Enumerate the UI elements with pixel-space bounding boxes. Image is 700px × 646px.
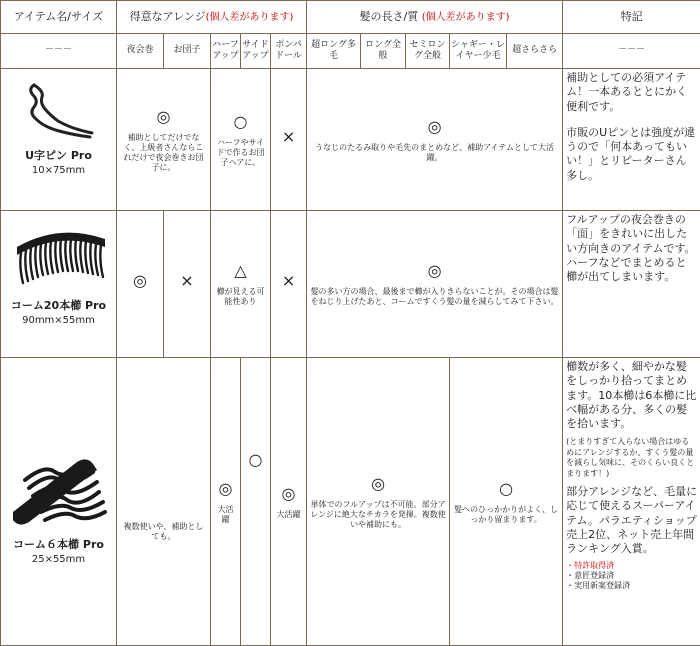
sub-dash-1: －－－ bbox=[1, 34, 117, 69]
sub-dash-2: －－－ bbox=[563, 34, 700, 69]
hair-note: (個人差があります) bbox=[422, 12, 510, 23]
rating-cell bbox=[117, 69, 211, 211]
rating-note: 髪の多い方の場合、最後まで櫛が入りきらないことが。その場合は髪をねじり上げたあと、コームですくう髪の量を減らしてみて下さい。 bbox=[307, 287, 562, 307]
design-note: ・意匠登録済 bbox=[566, 571, 697, 581]
rating-note: うなじのたるみ取りや毛先のまとめなど、補助アイテムとして大活躍。 bbox=[307, 143, 562, 163]
table-row bbox=[1, 358, 700, 646]
rating-symbol: ◎ bbox=[117, 271, 163, 291]
rating-symbol: ◎ bbox=[211, 479, 240, 499]
product-size: 90mm×55mm bbox=[1, 315, 116, 328]
rating-cell bbox=[271, 211, 307, 358]
rating-cell bbox=[450, 358, 563, 646]
features-cell bbox=[563, 211, 700, 358]
features-cell bbox=[563, 358, 700, 646]
sub-pompadour: ポンパドール bbox=[271, 34, 307, 69]
rating-symbol: ◎ bbox=[271, 484, 306, 504]
rating-note: 大活躍 bbox=[211, 505, 240, 525]
subheader-row bbox=[1, 34, 700, 69]
rating-cell bbox=[117, 358, 211, 646]
rating-note: 複数使いや、補助としても。 bbox=[117, 522, 210, 542]
rating-cell bbox=[307, 211, 563, 358]
rating-note: 大活躍 bbox=[271, 510, 306, 520]
sub-semilong: セミロング全般 bbox=[406, 34, 450, 69]
arrange-note: (個人差があります) bbox=[206, 12, 294, 23]
rating-cell bbox=[211, 211, 271, 358]
rating-note: 単体でのフルアップは不可能。部分アレンジに絶大なチカラを発揮。複数使いや補助にも。 bbox=[307, 500, 449, 530]
u-pin-icon bbox=[14, 75, 104, 145]
rating-symbol: ◎ bbox=[307, 261, 562, 281]
sub-supersmooth: 超さらさら bbox=[507, 34, 563, 69]
rating-cell bbox=[164, 211, 211, 358]
rating-symbol: ○ bbox=[241, 450, 270, 470]
rating-symbol: ◎ bbox=[307, 474, 449, 494]
feature-subnote: (とまりすぎて入らない場合はゆるめにアレンジするか、すくう髪の量を減らし気味に、そのくらい良くとまります！) bbox=[566, 437, 697, 479]
header-hair: 髪の長さ/質 (個人差があります) bbox=[307, 1, 563, 34]
sub-yakaimaki: 夜会巻 bbox=[117, 34, 164, 69]
rating-symbol: ○ bbox=[450, 479, 562, 499]
header-item-size: アイテム名/サイズ bbox=[1, 1, 117, 34]
rating-cell bbox=[271, 358, 307, 646]
rating-cell bbox=[211, 69, 271, 211]
product-size: 25×55mm bbox=[1, 554, 116, 567]
feature-text: 市販のUピンとは強度が違うので「何本あってもいい！」とリピーターさん多し。 bbox=[566, 126, 697, 183]
rating-cell bbox=[211, 358, 241, 646]
rating-note: ハーフやサイドで作るお団子ヘアに。 bbox=[211, 138, 270, 168]
sub-odango: お団子 bbox=[164, 34, 211, 69]
rating-note: 髪へのひっかかりがよく、しっかり留まります。 bbox=[450, 505, 562, 525]
header-features: 特記 bbox=[563, 1, 700, 34]
sub-sideup: サイドアップ bbox=[241, 34, 271, 69]
sub-long: ロング全般 bbox=[361, 34, 406, 69]
patent-note: ・特許取得済 bbox=[566, 561, 697, 571]
rating-cell bbox=[307, 358, 450, 646]
table-row bbox=[1, 211, 700, 358]
table-row bbox=[1, 69, 700, 211]
comb-6-icon bbox=[7, 442, 111, 534]
rating-cell bbox=[241, 358, 271, 646]
product-name: コーム20本櫛 Pro bbox=[1, 299, 116, 313]
product-name: U字ピン Pro bbox=[1, 149, 116, 163]
utility-note: ・実用新案登録済 bbox=[566, 581, 697, 591]
features-cell bbox=[563, 69, 700, 211]
rating-note: 補助としてだけでなく、上級者さんならこれだけで夜会巻きお団子に。 bbox=[117, 133, 210, 173]
comb-20-icon bbox=[9, 217, 109, 295]
sub-shaggy: シャギー・レイヤー少毛 bbox=[450, 34, 507, 69]
header-row bbox=[1, 1, 700, 34]
rating-symbol: × bbox=[271, 271, 306, 291]
product-cell bbox=[1, 69, 117, 211]
product-cell bbox=[1, 358, 117, 646]
product-size: 10×75mm bbox=[1, 165, 116, 178]
rating-symbol: × bbox=[271, 127, 306, 147]
rating-cell bbox=[271, 69, 307, 211]
rating-symbol: ◎ bbox=[117, 107, 210, 127]
feature-text: 部分アレンジなど、毛量に応じて使えるスーパーアイテム。パラエティショップ売上2位、ネット売上年間ランキング入賞。 bbox=[566, 485, 697, 556]
rating-symbol: △ bbox=[211, 261, 270, 281]
sub-superlong: 超ロング多毛 bbox=[307, 34, 361, 69]
sub-halfup: ハーフアップ bbox=[211, 34, 241, 69]
rating-cell bbox=[307, 69, 563, 211]
header-arrange: 得意なアレンジ(個人差があります) bbox=[117, 1, 307, 34]
rating-note: 櫛が見える可能性あり bbox=[211, 287, 270, 307]
product-name: コーム６本櫛 Pro bbox=[1, 538, 116, 552]
rating-symbol: × bbox=[164, 271, 210, 291]
feature-text: フルアップの夜会巻きの「面」をきれいに出したい方向きのアイテムです。ハーフなどでまとめると櫛が出てしまいます。 bbox=[566, 213, 697, 284]
rating-cell bbox=[117, 211, 164, 358]
product-cell bbox=[1, 211, 117, 358]
rating-symbol: ○ bbox=[211, 112, 270, 132]
feature-text: 補助としての必須アイテム！一本あるととにかく便利です。 bbox=[566, 71, 697, 114]
feature-text: 櫛数が多く、細やかな髪をしっかり拾ってまとめます。10本櫛は6本櫛に比べ幅がある分、多くの髪を拾います。 bbox=[566, 360, 697, 431]
rating-symbol: ◎ bbox=[307, 117, 562, 137]
